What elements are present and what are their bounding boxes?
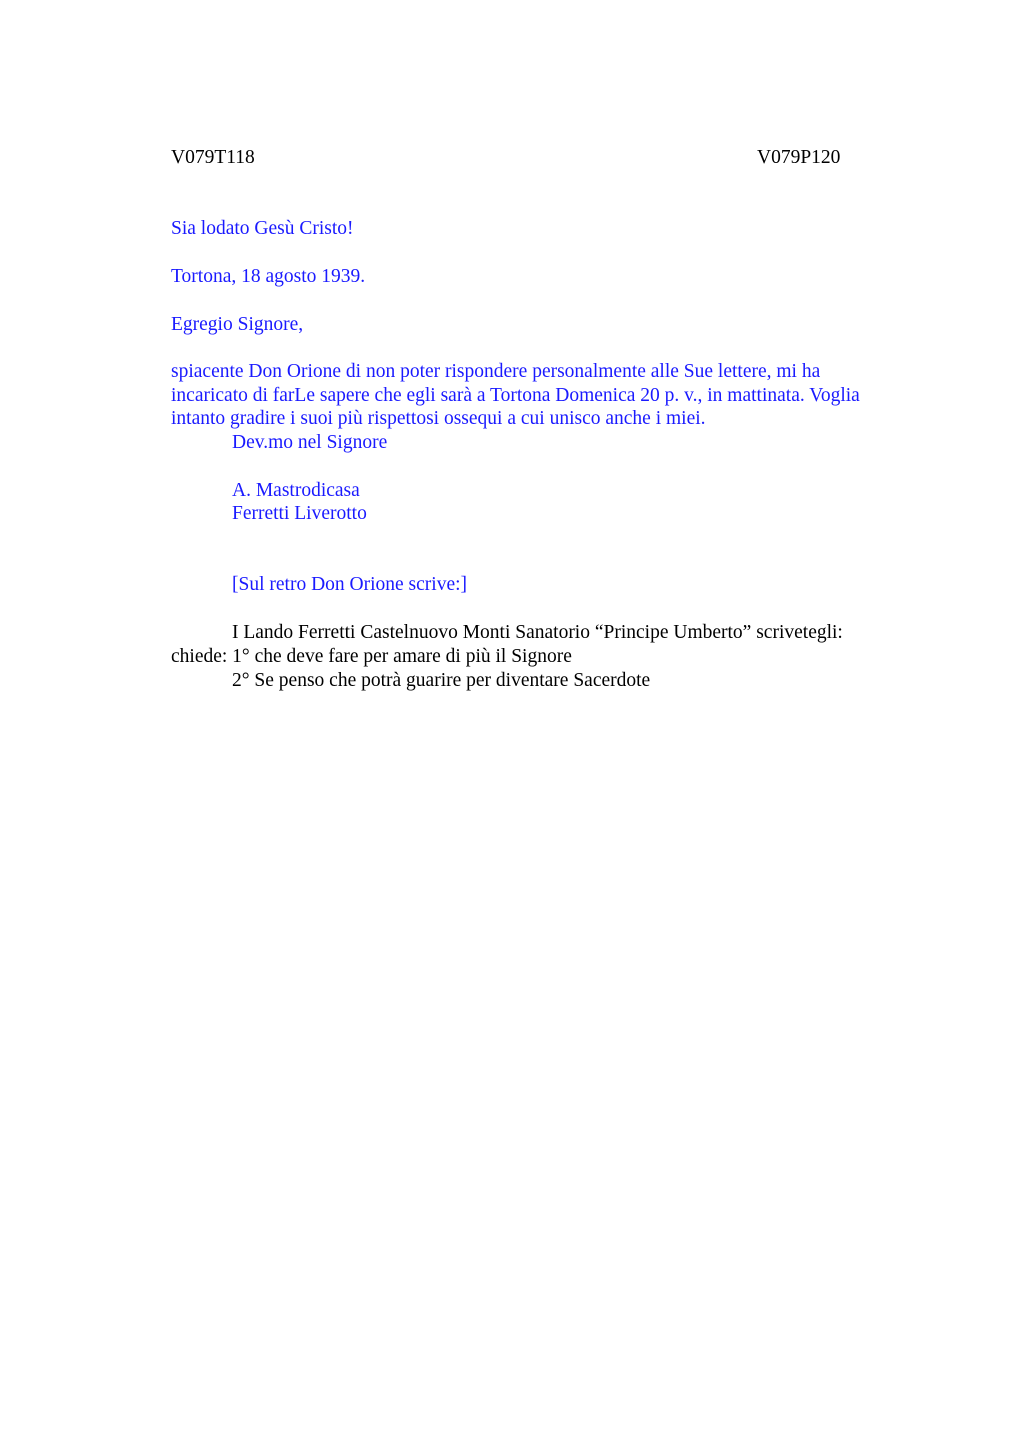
note-line: 2° Se penso che potrà guarire per diventare Sacerdote bbox=[232, 670, 651, 691]
greeting: Egregio Signore, bbox=[171, 314, 304, 335]
header-right-code: V079P120 bbox=[757, 147, 841, 168]
header-left-code: V079T118 bbox=[171, 147, 255, 168]
salutation-prayer: Sia lodato Gesù Cristo! bbox=[171, 218, 354, 239]
note-line: I Lando Ferretti Castelnuovo Monti Sanatorio “Principe Umberto” scrivetegli: bbox=[232, 622, 843, 643]
editorial-note: [Sul retro Don Orione scrive:] bbox=[232, 574, 468, 595]
closing: Dev.mo nel Signore bbox=[232, 432, 388, 453]
body-line: spiacente Don Orione di non poter rispondere personalmente alle Sue lettere, mi ha bbox=[171, 361, 821, 382]
signature-line: A. Mastrodicasa bbox=[232, 480, 360, 501]
note-line: chiede: 1° che deve fare per amare di più il Signore bbox=[171, 646, 572, 667]
body-line: intanto gradire i suoi più rispettosi ossequi a cui unisco anche i miei. bbox=[171, 408, 706, 429]
place-date: Tortona, 18 agosto 1939. bbox=[171, 266, 366, 287]
signature-line: Ferretti Liverotto bbox=[232, 503, 367, 524]
body-line: incaricato di farLe sapere che egli sarà a Tortona Domenica 20 p. v., in mattinata. Voglia bbox=[171, 385, 860, 406]
